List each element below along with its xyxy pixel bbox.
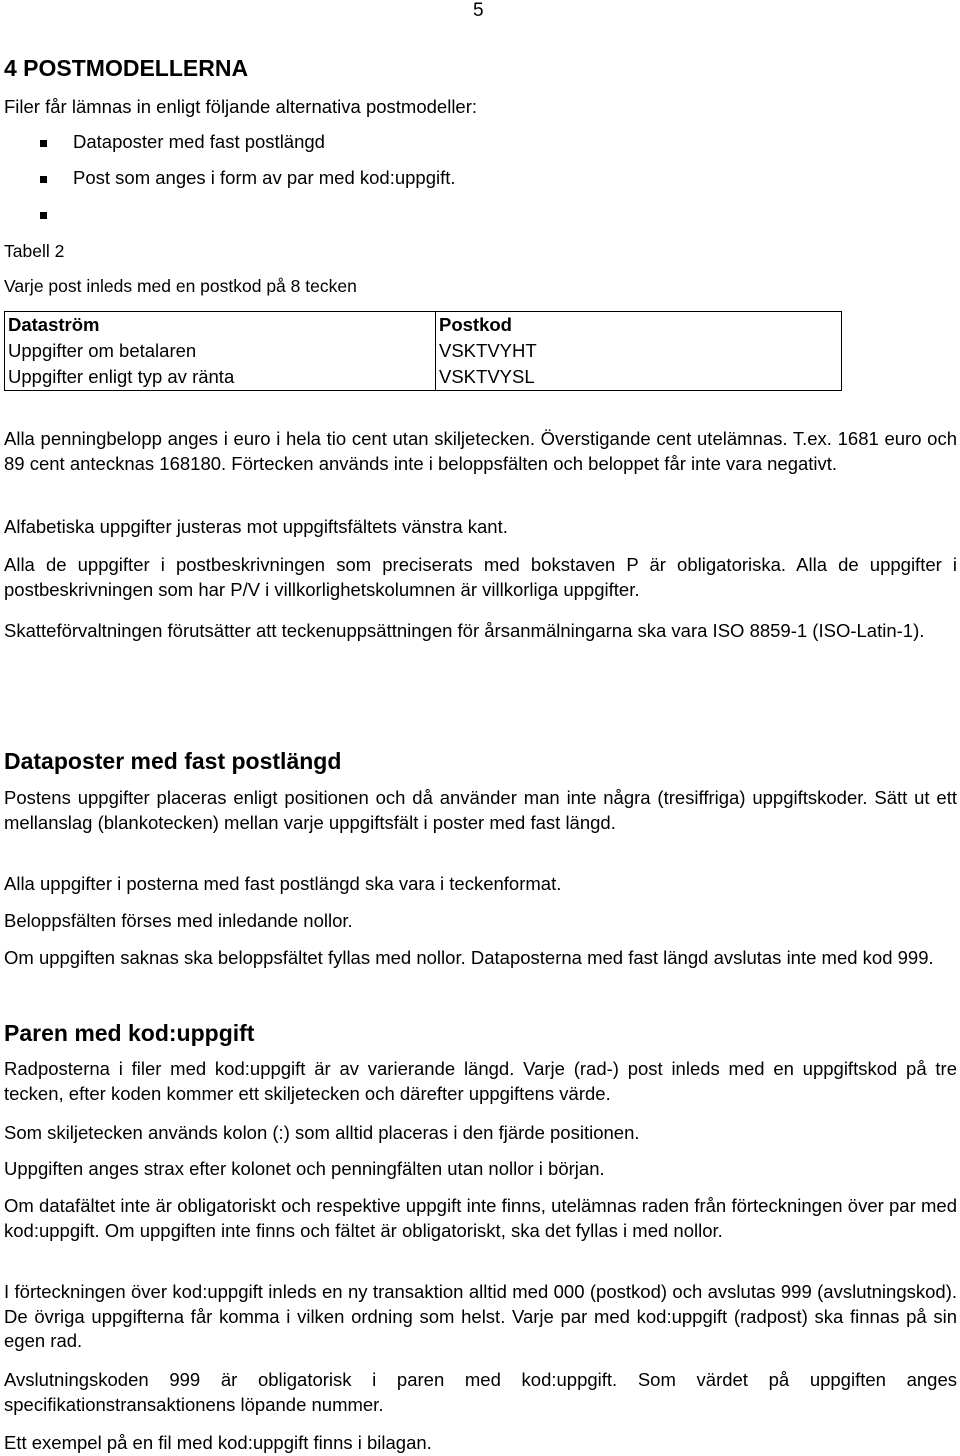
- bullet-icon: [40, 212, 47, 219]
- table-cell: Uppgifter enligt typ av ränta: [5, 364, 436, 391]
- paragraph-fixed-positions: Postens uppgifter placeras enligt positionen och då använder man inte några (tresiffriga) uppgiftskoder. Sätt ut ett mellanslag (blankotecken) mellan varje uppgiftsfält i poster med fast längd.: [4, 787, 957, 833]
- paragraph-pairs-example: Ett exempel på en fil med kod:uppgift finns i bilagan.: [4, 1432, 432, 1453]
- table-cell: VSKTVYSL: [436, 364, 842, 391]
- fixed-length-heading: Dataposter med fast postlängd: [4, 748, 342, 774]
- paragraph-alignment: Alfabetiska uppgifter justeras mot uppgiftsfältets vänstra kant.: [4, 516, 508, 537]
- paragraph-pairs-endcode: Avslutningskoden 999 är obligatorisk i paren med kod:uppgift. Som värdet på uppgiften anges specifikationstransaktionens löpande nummer.: [4, 1369, 957, 1415]
- postcode-table: [4, 311, 842, 391]
- paragraph-pairs-value: Uppgiften anges strax efter kolonet och penningfälten utan nollor i början.: [4, 1158, 605, 1179]
- paragraph-pairs-length: Radposterna i filer med kod:uppgift är av varierande längd. Varje (rad-) post inleds med en uppgiftskod på tre tecken, efter koden kommer ett skiljetecken och därefter uppgiftens värde.: [4, 1058, 957, 1104]
- table-cell: VSKTVYHT: [436, 338, 842, 364]
- page-number: 5: [473, 0, 484, 21]
- table-row: [5, 364, 842, 391]
- paragraph-pairs-transaction: I förteckningen över kod:uppgift inleds en ny transaktion alltid med 000 (postkod) och avslutas 999 (avslutningskod). De övriga uppgifterna får komma i vilken ordning som helst. Varje par med kod:uppgift (radpost) ska finnas på sin egen rad.: [4, 1281, 957, 1351]
- table-header-row: [5, 312, 842, 339]
- table-cell: Uppgifter om betalaren: [5, 338, 436, 364]
- paragraph-amounts: Alla penningbelopp anges i euro i hela tio cent utan skiljetecken. Överstigande cent utelämnas. T.ex. 1681 euro och 89 cent antecknas 168180. Förtecken används inte i beloppsfälten och beloppet får inte vara negativt.: [4, 428, 957, 474]
- paragraph-fixed-zeros: Beloppsfälten förses med inledande nollor.: [4, 910, 353, 931]
- paragraph-fixed-missing: Om uppgiften saknas ska beloppsfältet fyllas med nollor. Dataposterna med fast längd avslutas inte med kod 999.: [4, 947, 934, 968]
- bullet-item: Post som anges i form av par med kod:uppgift.: [73, 167, 456, 188]
- table-header-cell: Postkod: [436, 312, 842, 339]
- paragraph-fixed-format: Alla uppgifter i posterna med fast postlängd ska vara i teckenformat.: [4, 873, 562, 894]
- section-title: 4 POSTMODELLERNA: [4, 55, 249, 81]
- section-intro: Filer får lämnas in enligt följande alternativa postmodeller:: [4, 96, 478, 117]
- bullet-icon: [40, 176, 47, 183]
- bullet-icon: [40, 140, 47, 147]
- table-row: [5, 338, 842, 364]
- table-label: Tabell 2: [4, 241, 65, 261]
- table-caption: Varje post inleds med en postkod på 8 tecken: [4, 276, 357, 296]
- pairs-heading: Paren med kod:uppgift: [4, 1020, 255, 1046]
- paragraph-mandatory: Alla de uppgifter i postbeskrivningen som preciserats med bokstaven P är obligatoriska. Alla de uppgifter i postbeskrivningen som har P/V i villkorlighetskolumnen är villkorliga uppgifter.: [4, 554, 957, 600]
- paragraph-charset: Skatteförvaltningen förutsätter att teckenuppsättningen för årsanmälningarna ska vara ISO 8859-1 (ISO-Latin-1).: [4, 620, 925, 641]
- paragraph-pairs-optional: Om datafältet inte är obligatoriskt och respektive uppgift inte finns, utelämnas raden från förteckningen över par med kod:uppgift. Om uppgiften inte finns och fältet är obligatoriskt, ska det fyllas i med nollor.: [4, 1195, 957, 1241]
- bullet-item: Dataposter med fast postlängd: [73, 131, 325, 152]
- paragraph-pairs-separator: Som skiljetecken används kolon (:) som alltid placeras i den fjärde positionen.: [4, 1122, 640, 1143]
- table-header-cell: Dataström: [5, 312, 436, 339]
